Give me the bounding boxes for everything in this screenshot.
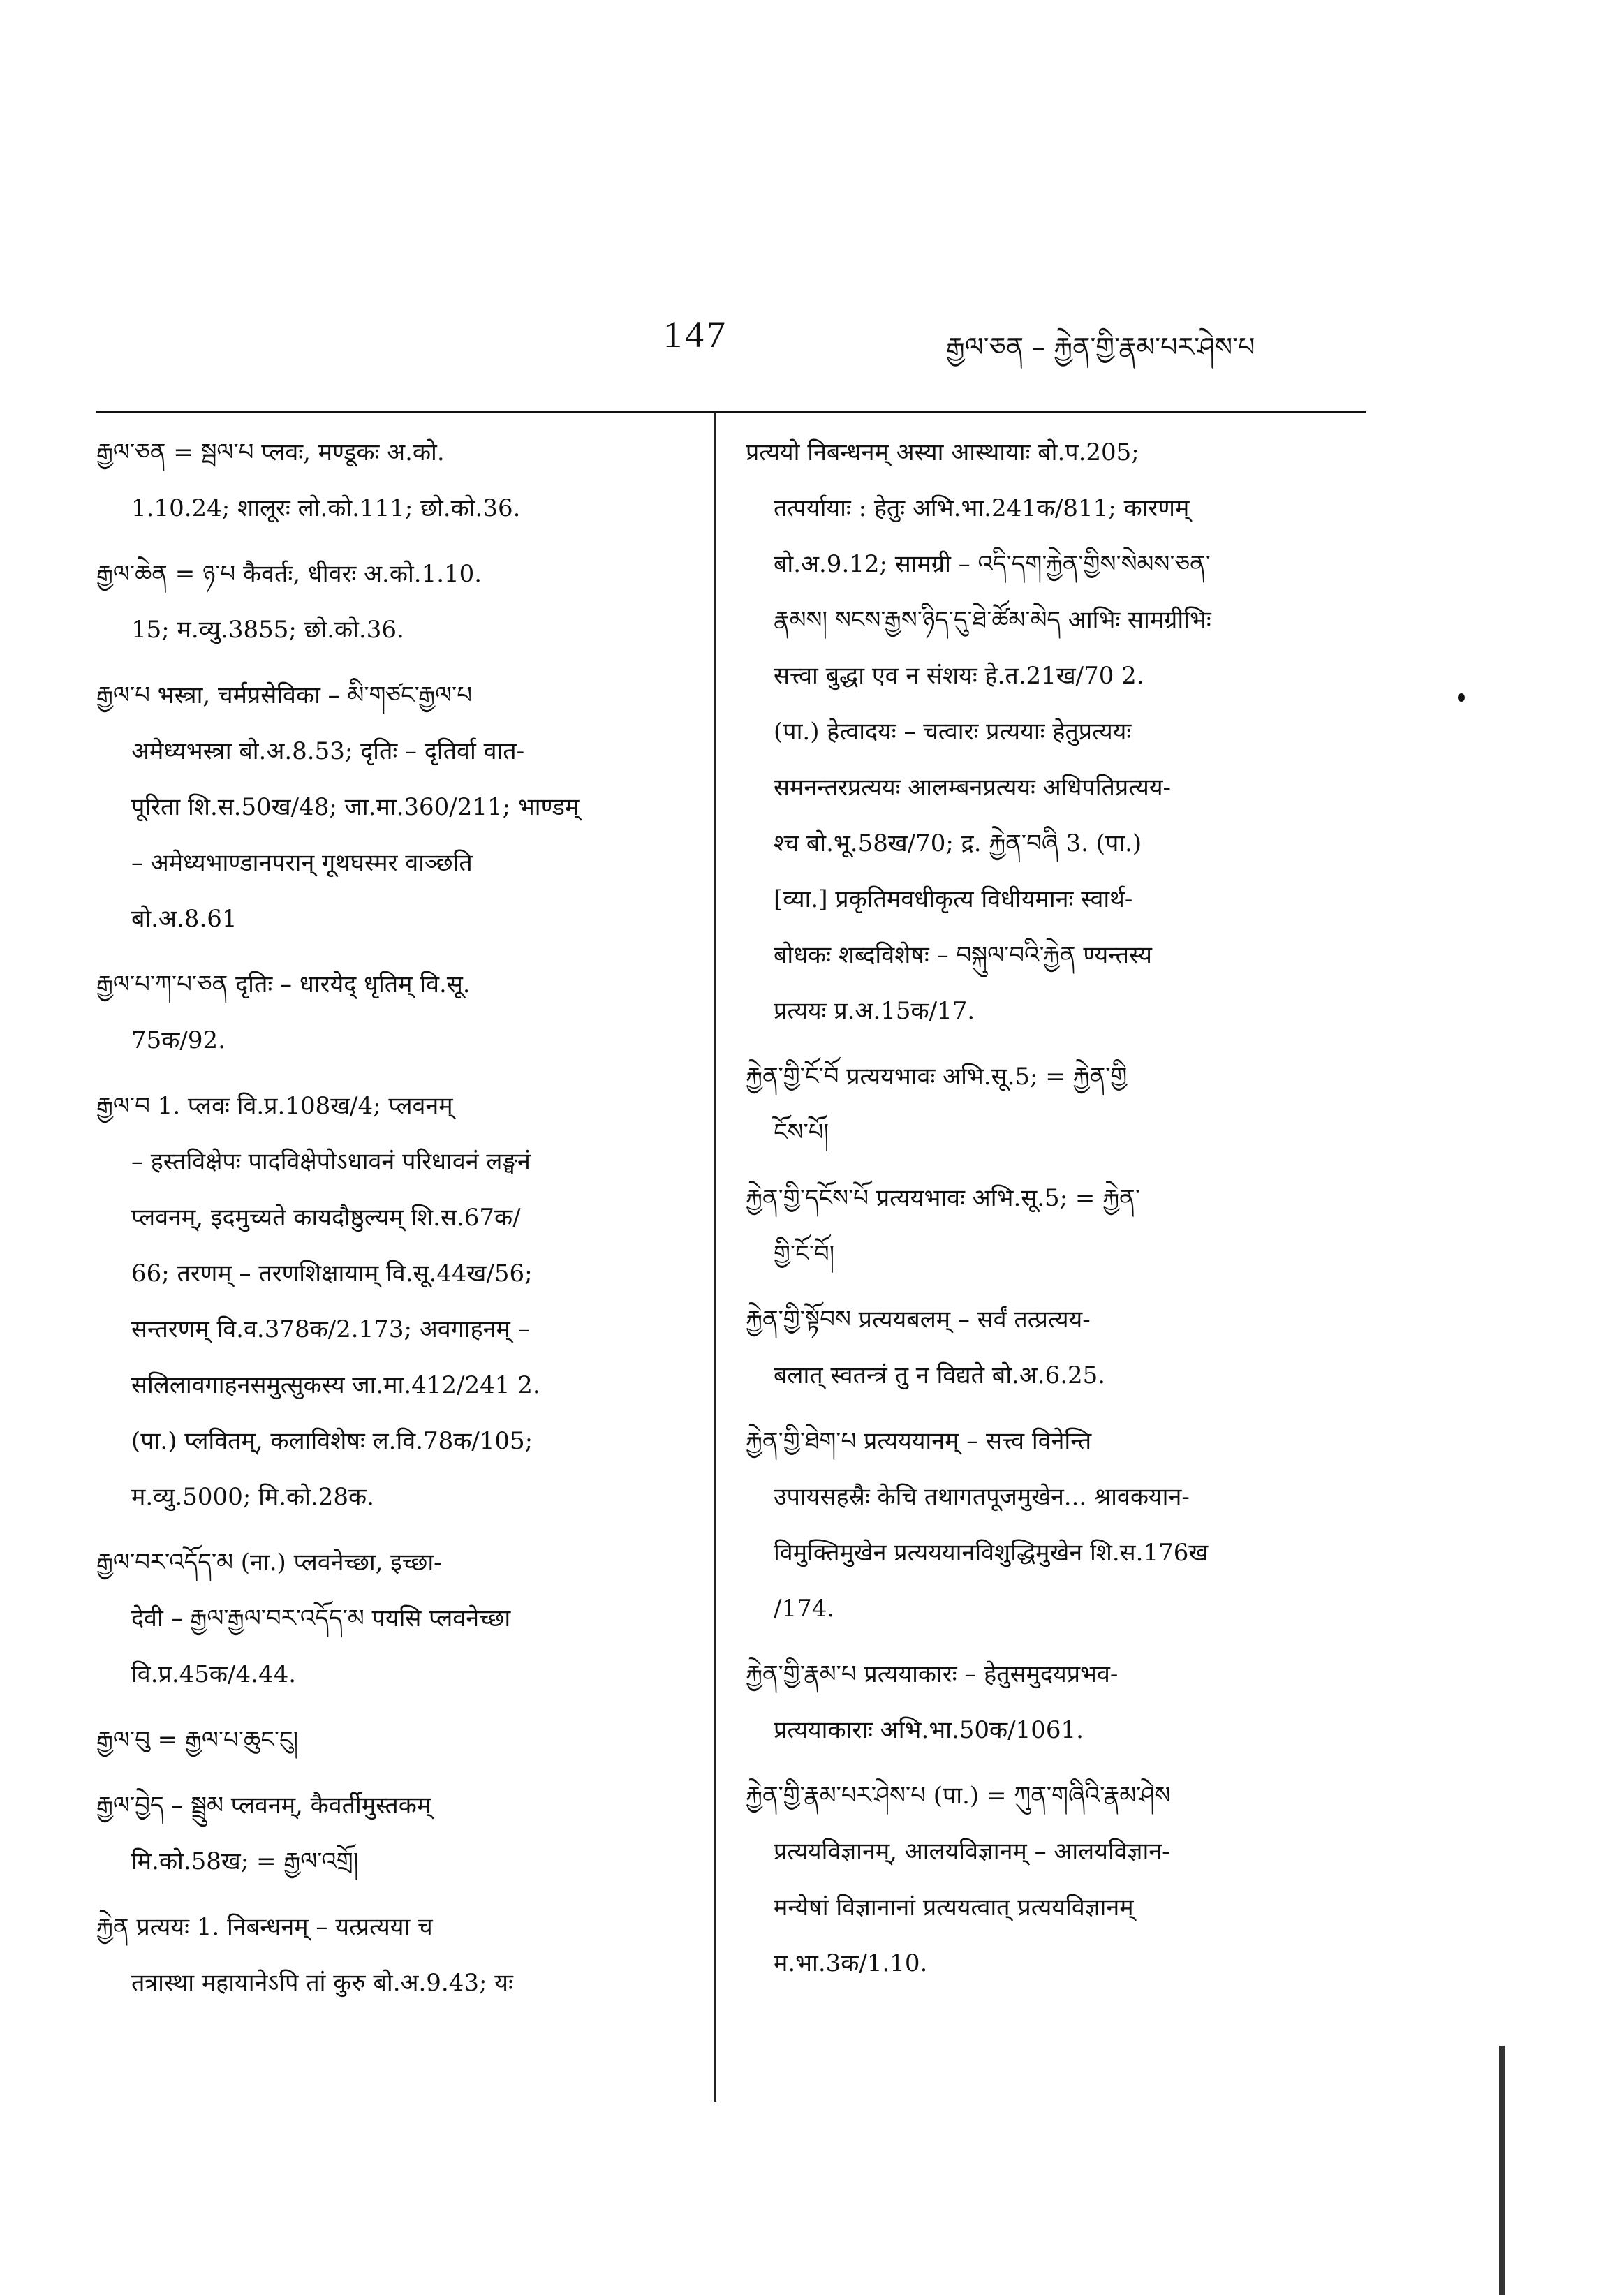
entry-text-line: རྣམས། སངས་རྒྱས་ཉིད་དུ་ཐེ་ཚོམ་མེད आभिः सामग्रीभिः — [774, 606, 1211, 634]
dictionary-entry — [96, 546, 697, 658]
entry-headword-line: प्रत्ययो निबन्धनम् अस्या आस्थायाः बो.प.205; — [746, 438, 1139, 466]
entry-text-line: प्रत्ययविज्ञानम्, आलयविज्ञानम् – आलयविज्ञान- — [774, 1838, 1170, 1866]
running-head: རྒྱལ་ཅན – རྐྱེན་གྱི་རྣམ་པར་ཤེས་པ — [946, 332, 1255, 362]
entry-text-line: मन्येषां विज्ञानानां प्रत्ययत्वात् प्रत्ययविज्ञानम् — [774, 1894, 1134, 1921]
dictionary-entry — [746, 1292, 1364, 1403]
entry-text-line: प्रत्ययाकाराः अभि.भा.50क/1061. — [774, 1716, 1084, 1744]
entry-text-line: ངོས་པོ། — [774, 1119, 829, 1146]
entry-text-line: གྱི་ངོ་བོ། — [774, 1240, 835, 1268]
entry-headword-line: རྐྱེན་གྱི་དངོས་པོ प्रत्ययभावः अभि.सू.5; = རྐྱེན་ — [746, 1184, 1140, 1212]
dictionary-entry — [746, 425, 1364, 1039]
entry-headword-line: རྐྱེན་གྱི་རྣམ་པར་ཤེས་པ (पा.) = ཀུན་གཞིའི་རྣམ་ཤེས — [746, 1782, 1171, 1810]
dictionary-entry — [746, 1646, 1364, 1758]
entry-text-line: (पा.) हेत्वादयः – चत्वारः प्रत्ययाः हेतुप्रत्ययः — [774, 718, 1132, 746]
entry-text-line: श्च बो.भू.58ख/70; द्र. རྐྱེན་བཞི 3. (पा.) — [774, 829, 1142, 857]
entry-text-line: – अमेध्यभाण्डानपरान् गूथघस्मर वाञ्छति — [131, 849, 473, 877]
entry-text-line: – हस्तविक्षेपः पादविक्षेपोऽधावनं परिधावनं लङ्घनं — [131, 1148, 531, 1176]
entry-text-line: देवी – རྒྱལ་རྒྱལ་བར་འདོད་མ पयसि प्लवनेच्छा — [131, 1604, 511, 1632]
dictionary-entry — [96, 425, 697, 536]
entry-headword-line: རྒྱལ་བུ = རྒྱལ་པ་ཆུང་ངུ། — [96, 1726, 299, 1754]
entry-text-line: म.व्यु.5000; मि.को.28क. — [131, 1483, 374, 1511]
entry-text-line: बो.अ.8.61 — [131, 905, 237, 933]
entry-text-line: 75क/92. — [131, 1026, 226, 1054]
entry-text-line: अमेध्यभस्त्रा बो.अ.8.53; दृतिः – दृतिर्वा वात- — [131, 737, 525, 765]
dictionary-entry — [96, 1899, 697, 2011]
entry-text-line: विमुक्तिमुखेन प्रत्यययानविशुद्धिमुखेन शि.स.176ख — [774, 1539, 1209, 1567]
entry-text-line: तत्पर्यायाः : हेतुः अभि.भा.241क/811; कारणम् — [774, 494, 1190, 522]
dictionary-entry — [96, 1535, 697, 1702]
entry-headword-line: རྒྱལ་བྱེད – སྦྲུམ प्लवनम्, कैवर्तीमुस्तकम् — [96, 1792, 431, 1820]
dictionary-entry — [96, 957, 697, 1068]
margin-dot — [1458, 693, 1465, 702]
entry-text-line: /174. — [774, 1595, 835, 1623]
dictionary-entry — [96, 1778, 697, 1889]
entry-text-line: [व्या.] प्रकृतिमवधीकृत्य विधीयमानः स्वार्थ- — [774, 885, 1133, 913]
binding-edge-mark — [1499, 2046, 1505, 2295]
entry-headword-line: རྒྱལ་ཆེན = ཉ་པ कैवर्तः, धीवरः अ.को.1.10. — [96, 560, 482, 588]
dictionary-entry — [746, 1413, 1364, 1637]
entry-headword-line: རྐྱེན་གྱི་སྟོབས प्रत्ययबलम् – सर्वं तत्प्रत्यय- — [746, 1306, 1091, 1334]
column-divider — [714, 412, 716, 2102]
entry-text-line: सन्तरणम् वि.व.378क/2.173; अवगाहनम् – — [131, 1315, 530, 1343]
entry-text-line: मि.को.58ख; = རྒྱལ་འགྲོ། — [131, 1847, 359, 1875]
entry-text-line: प्रत्ययः प्र.अ.15क/17. — [774, 997, 975, 1025]
dictionary-entry — [96, 1712, 697, 1768]
entry-text-line: म.भा.3क/1.10. — [774, 1949, 928, 1977]
dictionary-entry — [96, 1078, 697, 1525]
entry-text-line: 66; तरणम् – तरणशिक्षायाम् वि.सू.44ख/56; — [131, 1260, 533, 1287]
entry-text-line: (पा.) प्लवितम्, कलाविशेषः ल.वि.78क/105; — [131, 1427, 533, 1455]
entry-headword-line: རྐྱེན་གྱི་རྣམ་པ प्रत्ययाकारः – हेतुसमुदयप्रभव- — [746, 1660, 1119, 1688]
entry-headword-line: རྐྱེན प्रत्ययः 1. निबन्धनम् – यत्प्रत्यया च — [96, 1913, 433, 1941]
entry-text-line: वि.प्र.45क/4.44. — [131, 1660, 297, 1688]
entry-text-line: बलात् स्वतन्त्रं तु न विद्यते बो.अ.6.25. — [774, 1361, 1106, 1389]
entry-headword-line: རྒྱལ་བར་འདོད་མ (ना.) प्लवनेच्छा, इच्छा- — [96, 1549, 442, 1577]
entry-text-line: उपायसहस्रैः केचि तथागतपूजमुखेन... श्रावकयान- — [774, 1483, 1190, 1511]
entry-text-line: बोधकः शब्दविशेषः – བསྐུལ་བའི་རྐྱེན ण्यन्तस्य — [774, 941, 1153, 969]
entry-text-line: बो.अ.9.12; सामग्री – འདི་དག་རྐྱེན་གྱིས་སེམས་ཅན་ — [774, 550, 1211, 578]
entry-text-line: सलिलावगाहनसमुत्सुकस्य जा.मा.412/241 2. — [131, 1371, 540, 1399]
entry-text-line: 1.10.24; शालूरः लो.को.111; छो.को.36. — [131, 494, 521, 522]
entry-headword-line: རྒྱལ་ཅན = སྦལ་པ प्लवः, मण्डूकः अ.को. — [96, 438, 445, 466]
entry-headword-line: རྒྱལ་པ भस्त्रा, चर्मप्रसेविका – མི་གཙང་རྒྱལ་པ — [96, 681, 472, 709]
dictionary-entry — [746, 1768, 1364, 1991]
entry-text-line: पूरिता शि.स.50ख/48; जा.मा.360/211; भाण्डम् — [131, 793, 580, 821]
entry-headword-line: རྒྱལ་བ 1. प्लवः वि.प्र.108ख/4; प्लवनम् — [96, 1092, 453, 1120]
entry-text-line: 15; म.व्यु.3855; छो.को.36. — [131, 616, 404, 644]
dictionary-entry — [96, 667, 697, 947]
left-column — [96, 425, 697, 2021]
dictionary-entry — [746, 1049, 1364, 1160]
page-number: 147 — [663, 313, 728, 355]
entry-headword-line: རྐྱེན་གྱི་ངོ་བོ प्रत्ययभावः अभि.सू.5; = རྐྱེན་གྱི — [746, 1063, 1128, 1091]
dictionary-entry — [746, 1170, 1364, 1282]
entry-headword-line: རྒྱལ་པ་ཀ་པ་ཅན दृतिः – धारयेद् धृतिम् वि.सू. — [96, 971, 471, 998]
entry-headword-line: རྐྱེན་གྱི་ཐེག་པ प्रत्यययानम् – सत्त्व विनेन्ति — [746, 1427, 1092, 1455]
right-column — [746, 425, 1364, 2001]
entry-text-line: प्लवनम्, इदमुच्यते कायदौष्ठुल्यम् शि.स.67क/ — [131, 1204, 521, 1232]
entry-text-line: तत्रास्था महायानेऽपि तां कुरु बो.अ.9.43; यः — [131, 1969, 513, 1997]
entry-text-line: सत्त्वा बुद्धा एव न संशयः हे.त.21ख/70 2. — [774, 662, 1144, 690]
entry-text-line: समनन्तरप्रत्ययः आलम्बनप्रत्ययः अधिपतिप्रत्यय- — [774, 774, 1172, 802]
header-rule — [96, 411, 1366, 413]
